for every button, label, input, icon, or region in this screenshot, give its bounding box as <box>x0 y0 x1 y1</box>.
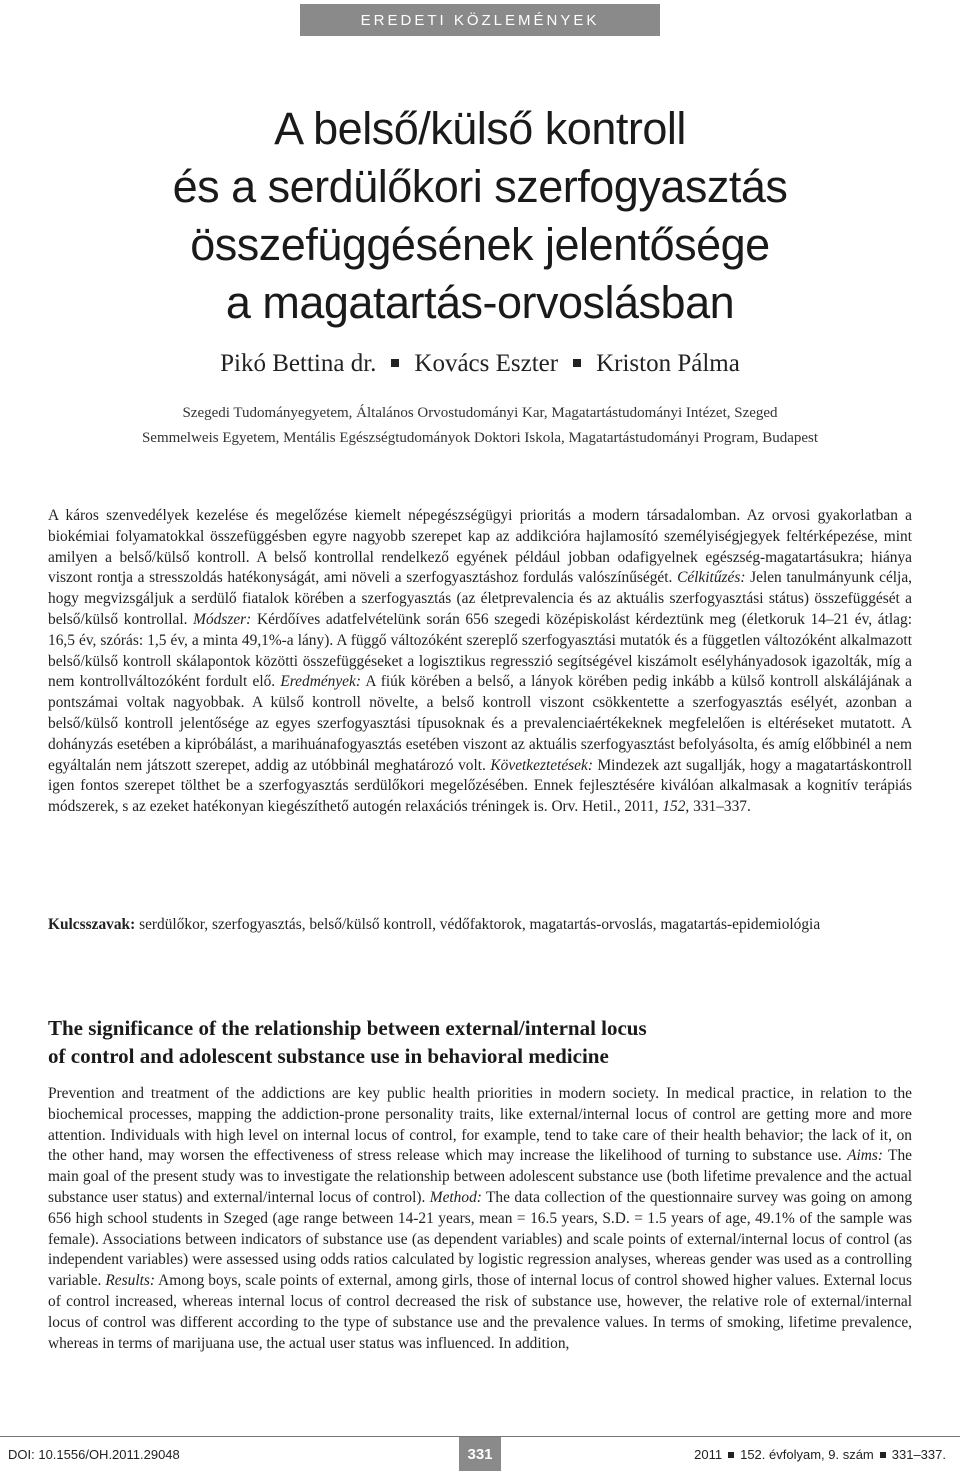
title-line-4: a magatartás-orvoslásban <box>225 277 735 328</box>
en-results-text: Among boys, scale points of external, among girls, those of internal locus of control showed higher values. External locus of control increased, whereas internal locus of control decreased the risk of substance use, however, the relative role of external/internal locus of control was different according to the type of substance use and the prevalence values. In terms of smoking, lifetime prevalence, whereas in terms of marijuana use, the actual user status was influenced. In addition, <box>48 1272 912 1352</box>
issue-separator <box>880 1452 886 1458</box>
author-separator <box>573 359 581 367</box>
method-label: Módszer: <box>193 610 252 628</box>
issue-pages: 331–337. <box>891 1447 946 1462</box>
results-text: A fiúk körében a belső, a lányok körében pedig inkább a külső kontroll alskálájának a pontszámai voltak nagyobbak. A külső kontroll növelte, a belső kontroll viszont csökkentette a szerfogyasztás esélyét, azonban a belső/külső kontroll jelentősége az egyes szerfogyasztási típusoknak és a prevalenciaértékeknek megfelelően is eltéréseket mutatott. A dohányzás esetében a kipróbálást, a marihuánafogyasztás esetében viszont az aktuális szerfogyasztást befolyásolta, és amíg előbbinél a nem egyáltalán nem játszott szerepet, addig az utóbbinál meghatározó volt. <box>48 673 912 774</box>
abstract-hungarian <box>48 506 912 818</box>
affiliation-1: Szegedi Tudományegyetem, Általános Orvostudományi Kar, Magatartástudományi Intézet, Szeged <box>182 405 778 421</box>
en-results-label: Results: <box>105 1272 155 1290</box>
title-line-1: A belső/külső kontroll <box>274 103 686 154</box>
english-title <box>48 1014 912 1070</box>
results-label: Eredmények: <box>280 673 361 691</box>
author-list <box>0 350 960 378</box>
aim-text: Jelen tanulmányunk célja, hogy megvizsgáljuk a serdülő fiatalok körében a szerfogyasztás (az életprevalencia és az aktuális szerfogyasztási státus) összefüggését a belső/külső kontrollal. <box>48 569 913 628</box>
affiliation-2: Semmelweis Egyetem, Mentális Egészségtudományok Doktori Iskola, Magatartástudományi Program, Budapest <box>141 430 819 446</box>
title-line-2: és a serdülőkori szerfogyasztás <box>172 161 788 212</box>
keywords-text: serdülőkor, szerfogyasztás, belső/külső kontroll, védőfaktorok, magatartás-orvoslás, magatartás-epidemiológia <box>139 916 821 933</box>
issue-volume: 152. évfolyam, 9. szám <box>740 1447 874 1462</box>
doi: DOI: 10.1556/OH.2011.29048 <box>8 1447 180 1462</box>
issue-separator <box>728 1452 734 1458</box>
conclusions-label: Következtetések: <box>490 756 593 774</box>
en-method-label: Method: <box>429 1188 482 1206</box>
citation-pages: 331–337. <box>693 798 751 816</box>
keywords <box>48 914 912 936</box>
abstract-hu-intro: A káros szenvedélyek kezelése és megelőzése kiemelt népegészségügyi prioritás a modern társadalomban. Az orvosi gyakorlatban a biokémiai folyamatokkal összefüggésben egyre nagyobb szerepet kap az addikcióra hajlamosító személyiségjegyek feltérképezése, mint amilyen a belső/külső kontroll. A belső kontrollal rendelkező egyének például jobban odafigyelnek egészség-magatartásukra; hiánya viszont rontja a stresszoldás hatékonyságát, ami növeli a szerfogyasztáshoz fordulás valószínűségét. <box>48 507 912 587</box>
author-3: Kriston Pálma <box>596 350 740 377</box>
article-title <box>40 100 920 332</box>
en-title-line-2: of control and adolescent substance use in behavioral medicine <box>48 1044 609 1068</box>
citation-volume: 152, <box>662 798 690 816</box>
author-1: Pikó Bettina dr. <box>220 350 377 377</box>
author-separator <box>391 359 399 367</box>
citation-journal: Orv. Hetil., 2011, <box>551 798 659 816</box>
author-2: Kovács Eszter <box>414 350 559 377</box>
abstract-english <box>48 1084 912 1354</box>
aim-label: Célkitűzés: <box>677 569 746 587</box>
en-title-line-1: The significance of the relationship between external/internal locus <box>48 1016 647 1040</box>
page-number: 331 <box>459 1437 501 1471</box>
en-method-text: The data collection of the questionnaire survey was going on among 656 high school students in Szeged (age range between 14-21 years, mean = 16.5 years, S.D. = 1.5 years of age, 49.1% of the sample was female). Associations between indicators of substance use (as dependent variables) and scale points of external/internal locus of control (as independent variables) were assessed using odds ratios calculated by logistic regression analyses, whereas gender was used as a controlling variable. <box>48 1188 913 1290</box>
title-line-3: összefüggésének jelentősége <box>190 219 770 270</box>
method-text: Kérdőíves adatfelvételünk során 656 szegedi középiskolást kérdeztünk meg (életkoruk 14–21 év, átlag: 16,5 év, szórás: 1,5 év, a minta 49,1%-a lány). A függő változóként szereplő szerfogyasztási mutatók és a független változóként alkalmazott belső/külső kontroll skálapontok közötti összefüggéseket a logisztikus regresszió segítségével kiszámolt esélyhányadosok igazolták, míg a nem kontrollváltozóként fordult elő. <box>48 610 912 691</box>
abstract-en-intro: Prevention and treatment of the addictions are key public health priorities in modern society. In medical practice, in relation to the biochemical processes, mapping the addiction-prone personality traits, like external/internal locus of control are getting more and more attention. Individuals with high level on internal locus of control, for example, tend to take care of their health behavior; the lack of it, on the other hand, may worsen the effectiveness of stress release which may increase the likelihood of turning to substance use. <box>48 1085 912 1165</box>
page-footer <box>0 1436 960 1471</box>
aims-label: Aims: <box>847 1147 884 1165</box>
section-header: EREDETI KÖZLEMÉNYEK <box>300 4 660 36</box>
keywords-label: Kulcsszavak: <box>48 916 136 933</box>
conclusions-text: Mindezek azt sugallják, hogy a magatartáskontroll igen fontos szerepet tölthet be a szerfogyasztás serdülőkori megelőzésében. Ennek fejlesztésére kiválóan alkalmasak a kognitív terápiás módszerek, s az ezeket hatékonyan kiegészíthető autogén relaxációs tréningek is. <box>48 756 912 816</box>
issue-year: 2011 <box>694 1447 723 1462</box>
aims-text: The main goal of the present study was to investigate the relationship between adolescent substance use (both lifetime prevalence and the actual substance user status) and external/internal locus of control). <box>48 1147 912 1206</box>
issue-info <box>694 1447 946 1462</box>
